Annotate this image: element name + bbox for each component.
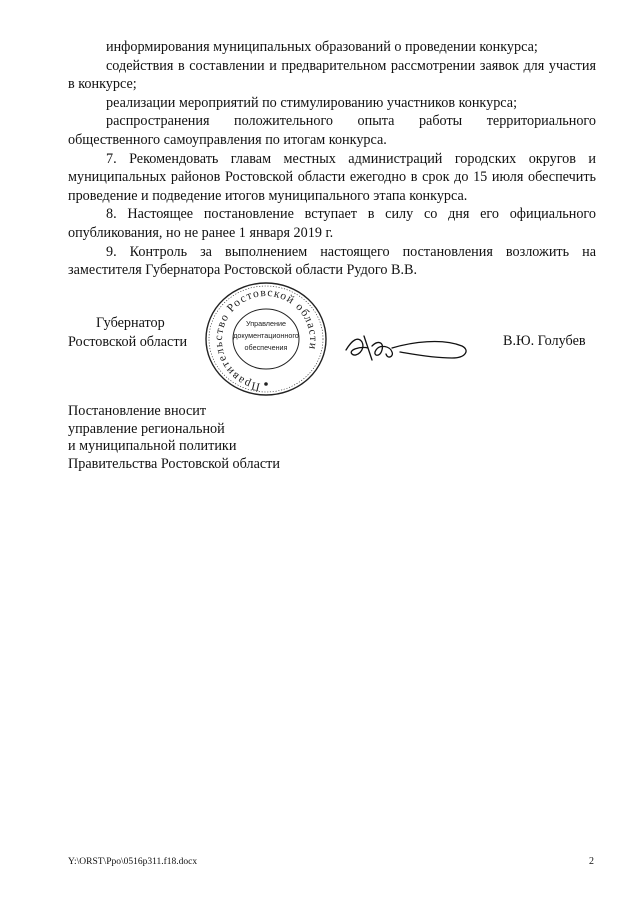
signatory-title [68,314,208,351]
paragraph-assist-applications: содействия в составлении и предварительном рассмотрении заявок для участия в конкурсе; [68,57,596,93]
submission-note [68,403,280,473]
signature-block [0,280,640,400]
document-body [68,38,596,280]
signatory-name: В.Ю. Голубев [503,333,586,349]
paragraph-item-9: 9. Контроль за выполнением настоящего постановления возложить на заместителя Губернатора Ростовской области Рудого В.В. [68,243,596,279]
signatory-title-line2: Ростовской области [68,333,188,350]
paragraph-incentive-measures: реализации мероприятий по стимулированию участников конкурса; [106,94,518,111]
seal-inner-line1: Управление [246,319,286,328]
paragraph-inform-municipalities: информирования муниципальных образований о проведении конкурса; [106,39,538,55]
handwritten-signature [342,328,472,368]
submission-note-line1: Постановление вносит [68,403,207,419]
submission-note-line3: и муниципальной политики [68,438,237,455]
seal-outer-text: Правительство Ростовской области [212,286,320,393]
submission-note-line2: управление региональной [68,420,225,437]
page-number: 2 [589,856,594,867]
submission-note-line4: Правительства Ростовской области [68,455,280,472]
paragraph-item-7: 7. Рекомендовать главам местных администраций городских округов и муниципальных районов Ростовской области ежегодно в срок до 15 июля обеспечить проведение и подведение итогов муниципального этапа конкурса. [68,150,596,204]
official-seal-stamp [203,280,329,398]
footer-file-path: Y:\ORST\Ppo\0516p311.f18.docx [68,857,198,867]
paragraph-item-8: 8. Настоящее постановление вступает в силу со дня его официального опубликования, но не ранее 1 января 2019 г. [68,206,596,241]
seal-inner-line2: документационного [233,331,299,340]
paragraph-spread-experience: распространения положительного опыта работы территориального общественного самоуправления по итогам конкурса. [68,113,596,148]
signatory-title-line1: Губернатор [96,315,165,331]
seal-inner-line3: обеспечения [244,343,288,352]
